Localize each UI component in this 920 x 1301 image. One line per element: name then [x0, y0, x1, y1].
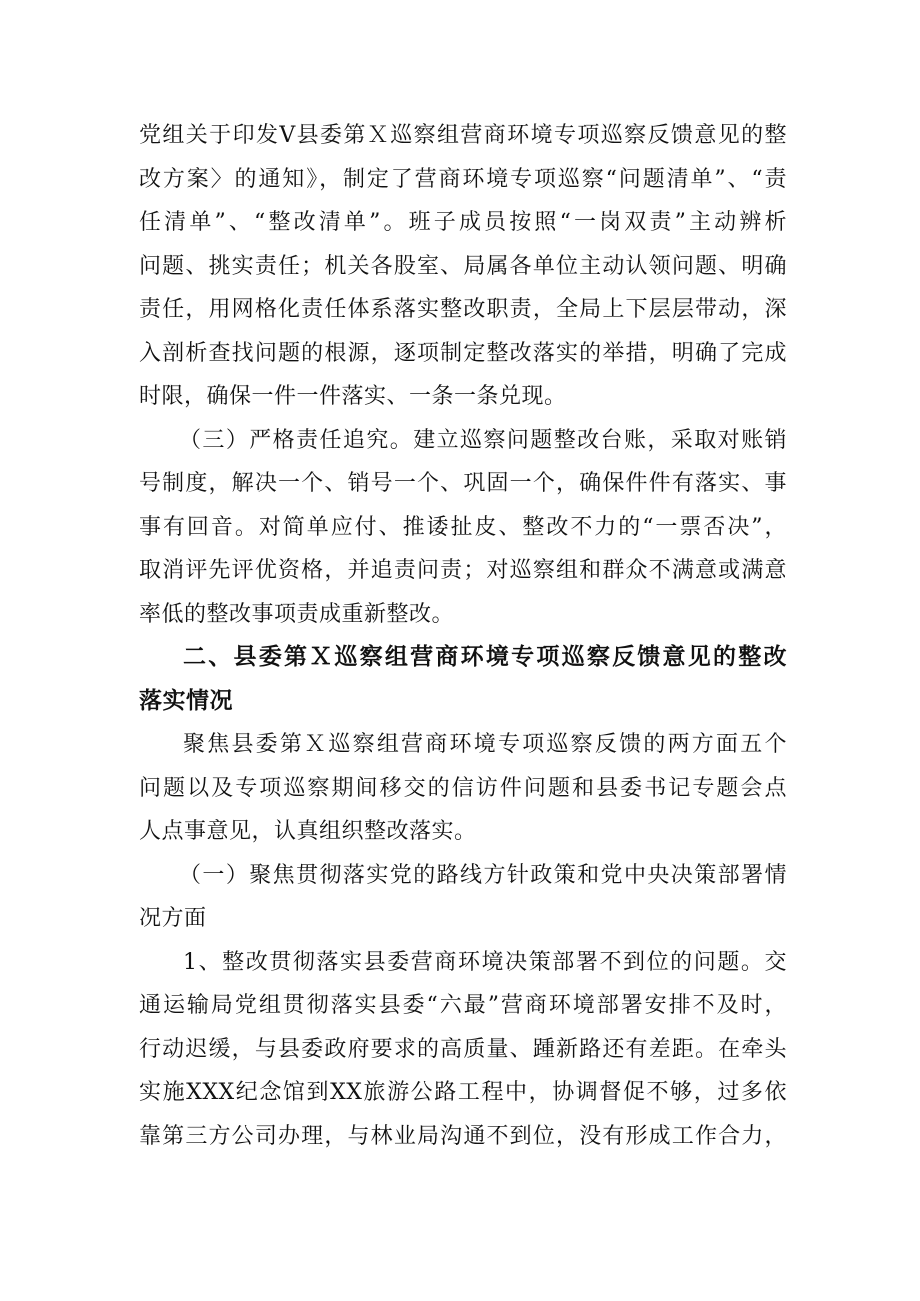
text-line: （三）严格责任追究。建立巡察问题整改台账，采取对账销	[179, 427, 787, 453]
text-line: 靠第三方公司办理，与林业局沟通不到位，没有形成工作合力，	[139, 1123, 787, 1149]
text-line: 责任，用网格化责任体系落实整改职责，全局上下层层带动，深	[139, 297, 787, 322]
text-line: 任清单”、“整改清单”。班子成员按照“一岗双责”主动辨析	[139, 210, 787, 235]
section-heading	[139, 636, 787, 723]
text-line: 问题以及专项巡察期间移交的信访件问题和县委书记专题会点	[139, 775, 787, 801]
text-line: 时限，确保一件一件落实、一条一条兑现。	[139, 384, 567, 409]
text-line: 实施XXX纪念馆到XX旅游公路工程中，协调督促不够，过多依	[139, 1080, 787, 1105]
paragraph-overview	[139, 723, 787, 854]
paragraph-continuation	[139, 114, 787, 419]
text-line: 1、整改贯彻落实县委营商环境决策部署不到位的问题。交	[183, 949, 787, 975]
heading-line: 落实情况	[139, 687, 233, 714]
text-line: 率低的整改事项责成重新整改。	[139, 601, 455, 627]
heading-line: 二、县委第Ｘ巡察组营商环境专项巡察反馈意见的整改	[183, 644, 787, 670]
text-line: 入剖析查找问题的根源，逐项制定整改落实的举措，明确了完成	[139, 340, 787, 366]
paragraph-item-1	[139, 941, 787, 1159]
text-line: 取消评先评优资格，并追责问责；对巡察组和群众不满意或满意	[139, 558, 787, 583]
text-line: 号制度，解决一个、销号一个、巩固一个，确保件件有落实、事	[139, 471, 787, 496]
text-line: 党组关于印发Ⅴ县委第Ｘ巡察组营商环境专项巡察反馈意见的整	[139, 123, 787, 148]
text-line: 事有回音。对简单应付、推诿扯皮、整改不力的“一票否决”，	[139, 514, 787, 540]
text-line: 改方案〉的通知》，制定了营商环境专项巡察“问题清单”、“责	[139, 166, 787, 192]
text-line: 聚焦县委第Ｘ巡察组营商环境专项巡察反馈的两方面五个	[183, 732, 787, 757]
paragraph-strict-accountability	[139, 419, 787, 637]
text-line: （一）聚焦贯彻落实党的路线方针政策和党中央决策部署情	[179, 862, 787, 888]
text-line: 况方面	[139, 906, 207, 931]
subsection-heading	[139, 854, 787, 941]
document-page	[139, 114, 787, 1158]
text-line: 问题、挑实责任；机关各股室、局属各单位主动认领问题、明确	[139, 253, 787, 279]
text-line: 行动迟缓，与县委政府要求的高质量、踵新路还有差距。在牵头	[139, 1036, 787, 1062]
text-line: 人点事意见，认真组织整改落实。	[139, 819, 477, 844]
text-line: 通运输局党组贯彻落实县委“六最”营商环境部署安排不及时，	[139, 993, 787, 1018]
